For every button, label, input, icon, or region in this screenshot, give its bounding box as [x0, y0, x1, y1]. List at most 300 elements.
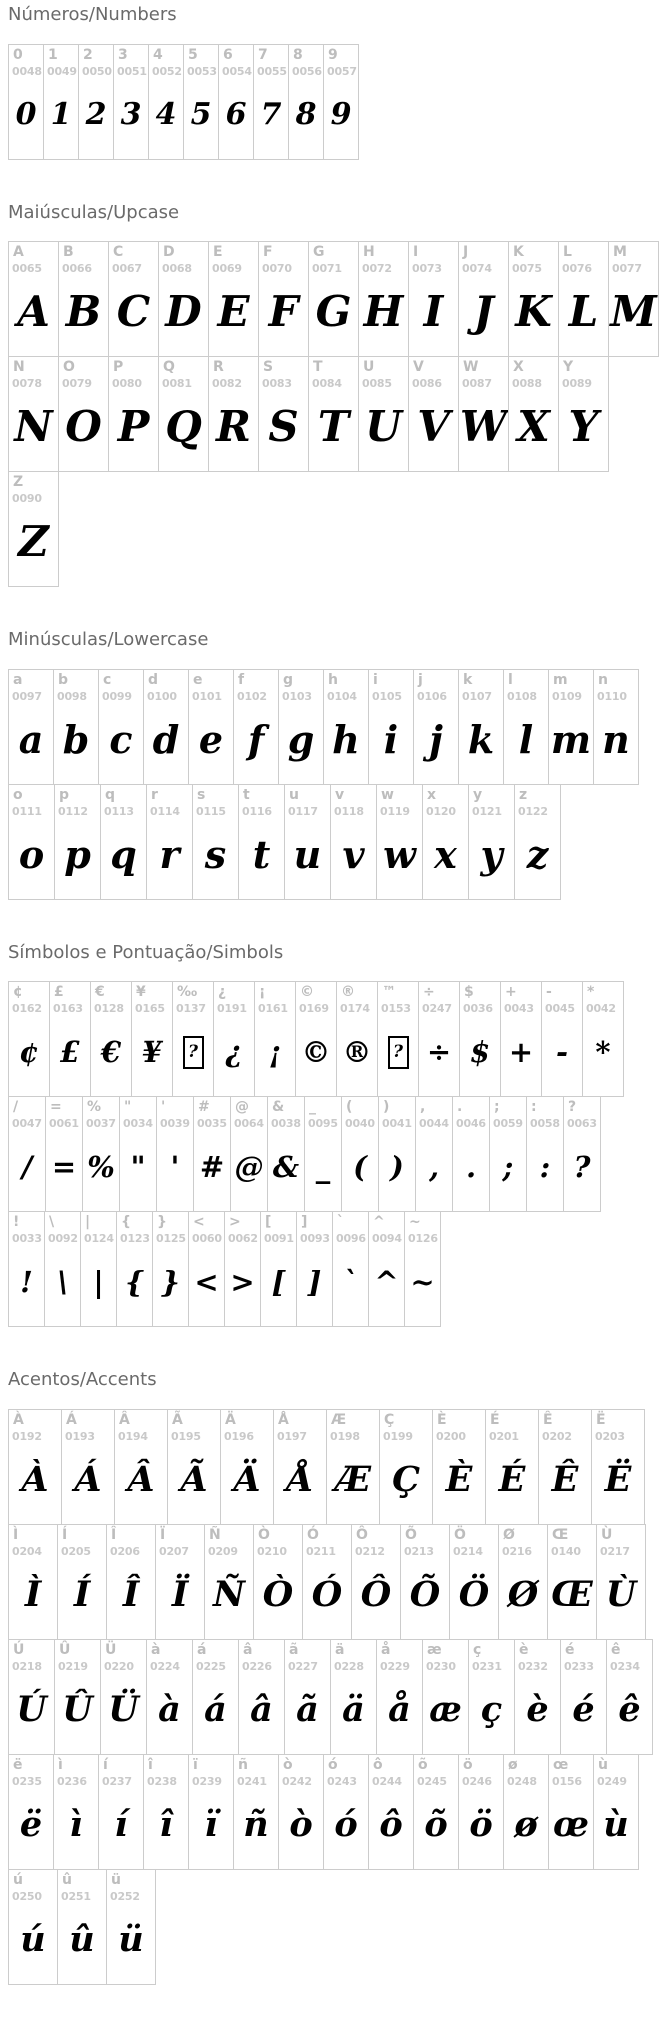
cell-glyph: ê [618, 1689, 641, 1731]
cell-glyph: | [93, 1264, 104, 1299]
cell-glyph: i [383, 716, 399, 762]
cell-unicode-label: 0195 [171, 1429, 201, 1443]
cell-unicode-label: 0156 [552, 1774, 582, 1788]
cell-unicode-label: 0104 [327, 689, 357, 703]
cell-glyph: G [315, 287, 352, 337]
cell-glyph: À [21, 1459, 49, 1501]
cell-unicode-label: 0250 [12, 1889, 42, 1903]
cell-character-label: Å [278, 1411, 289, 1428]
cell-glyph: _ [315, 1149, 331, 1184]
cell-glyph: ï [204, 1804, 218, 1846]
glyph-cell [503, 669, 549, 785]
glyph-cell [358, 241, 409, 357]
cell-glyph: ® [342, 1034, 372, 1069]
cell-unicode-label: 0244 [372, 1774, 402, 1788]
glyph-cell [233, 669, 279, 785]
cell-character-label: y [473, 786, 483, 803]
glyph-cell [378, 1096, 416, 1212]
glyph-cell [485, 1409, 539, 1525]
cell-unicode-label: 0198 [330, 1429, 360, 1443]
cell-glyph: Ö [458, 1574, 490, 1616]
cell-unicode-label: 0049 [47, 64, 77, 78]
glyph-cell [113, 44, 149, 160]
cell-unicode-label: 0066 [62, 262, 92, 276]
glyph-cell [172, 981, 214, 1097]
glyph-cell [80, 1211, 117, 1327]
cell-character-label: . [457, 1099, 463, 1116]
cell-unicode-label: 0048 [12, 64, 42, 78]
glyph-cell [593, 1754, 639, 1870]
cell-unicode-label: 0079 [62, 377, 92, 391]
cell-glyph: Ä [233, 1459, 261, 1501]
cell-unicode-label: 0084 [312, 377, 342, 391]
cell-glyph: à [158, 1689, 181, 1731]
cell-glyph: l [518, 716, 534, 762]
cell-glyph: 0 [15, 96, 37, 132]
cell-unicode-label: 0037 [86, 1117, 116, 1131]
cell-glyph: z [526, 831, 549, 877]
cell-character-label: â [243, 1641, 253, 1658]
glyph-cell [413, 1754, 459, 1870]
cell-glyph: K [515, 287, 552, 337]
cell-glyph: 1 [50, 96, 72, 132]
cell-character-label: i [373, 671, 378, 688]
cell-glyph: Ô [360, 1574, 392, 1616]
cell-glyph: ä [342, 1689, 365, 1731]
cell-character-label: r [151, 786, 158, 803]
cell-character-label: - [546, 984, 552, 1001]
cell-glyph: W [459, 402, 508, 452]
glyph-cell [156, 1096, 194, 1212]
glyph-cell [208, 241, 259, 357]
cell-unicode-label: 0137 [176, 1002, 206, 1016]
glyph-cell [608, 241, 659, 357]
cell-unicode-label: 0217 [600, 1544, 630, 1558]
cell-glyph: k [467, 716, 495, 762]
glyph-cell [376, 1639, 423, 1755]
cell-unicode-label: 0050 [82, 64, 112, 78]
cell-character-label: G [313, 244, 325, 261]
cell-unicode-label: 0069 [212, 262, 242, 276]
cell-unicode-label: 0193 [65, 1429, 95, 1443]
cell-unicode-label: 0085 [362, 377, 392, 391]
cell-unicode-label: 0057 [327, 64, 357, 78]
cell-glyph: Z [18, 517, 49, 567]
cell-character-label: ã [289, 1641, 299, 1658]
cell-unicode-label: 0105 [372, 689, 402, 703]
glyph-cell [489, 1096, 527, 1212]
glyph-cell [54, 784, 101, 900]
cell-character-label: Ç [384, 1411, 395, 1428]
cell-unicode-label: 0082 [212, 377, 242, 391]
cell-character-label: n [598, 671, 608, 688]
cell-unicode-label: 0213 [404, 1544, 434, 1558]
cell-unicode-label: 0237 [102, 1774, 132, 1788]
glyph-cell [408, 241, 459, 357]
glyph-cell [233, 1754, 279, 1870]
glyph-cell [422, 784, 469, 900]
cell-character-label: å [381, 1641, 391, 1658]
cell-character-label: Â [119, 1411, 130, 1428]
glyph-cell [468, 784, 515, 900]
cell-unicode-label: 0096 [336, 1232, 366, 1246]
cell-unicode-label: 0103 [282, 689, 312, 703]
cell-character-label: ê [611, 1641, 621, 1658]
glyph-cell [308, 356, 359, 472]
cell-glyph: q [110, 831, 137, 877]
cell-character-label: ) [383, 1099, 390, 1116]
cell-glyph: E [217, 287, 250, 337]
glyph-cell [468, 1639, 515, 1755]
cell-character-label: 4 [153, 46, 163, 63]
cell-glyph: ' [170, 1149, 180, 1184]
glyph-cell [220, 1409, 274, 1525]
glyph-cell [415, 1096, 453, 1212]
section-title: Números/Numbers [8, 4, 177, 25]
glyph-cell [330, 784, 377, 900]
glyph-row [8, 1211, 661, 1327]
cell-unicode-label: 0102 [237, 689, 267, 703]
cell-unicode-label: 0233 [564, 1659, 594, 1673]
cell-glyph: % [87, 1149, 115, 1184]
cell-character-label: ñ [238, 1756, 248, 1773]
cell-character-label: Í [62, 1526, 68, 1543]
cell-glyph: Ü [108, 1689, 139, 1731]
cell-character-label: / [13, 1099, 19, 1116]
cell-unicode-label: 0051 [117, 64, 147, 78]
cell-character-label: [ [265, 1214, 272, 1231]
cell-glyph: ` [343, 1264, 358, 1299]
cell-glyph: H [363, 287, 404, 337]
cell-unicode-label: 0227 [288, 1659, 318, 1673]
glyph-cell [114, 1409, 168, 1525]
cell-character-label: Á [66, 1411, 77, 1428]
cell-unicode-label: 0047 [12, 1117, 42, 1131]
cell-glyph: ã [296, 1689, 319, 1731]
cell-unicode-label: 0245 [417, 1774, 447, 1788]
cell-unicode-label: 0242 [282, 1774, 312, 1788]
glyph-cell [192, 1639, 239, 1755]
cell-glyph: [ [271, 1264, 286, 1299]
glyph-cell [78, 44, 114, 160]
glyph-cell [188, 1754, 234, 1870]
cell-unicode-label: 0058 [530, 1117, 560, 1131]
glyph-row [8, 1409, 661, 1525]
glyph-cell [326, 1409, 380, 1525]
glyph-cell [230, 1096, 268, 1212]
glyph-cell [514, 784, 561, 900]
cell-glyph: ÷ [426, 1034, 452, 1069]
cell-unicode-label: 0052 [152, 64, 182, 78]
cell-character-label: P [113, 359, 124, 376]
glyph-cell [449, 1524, 499, 1640]
glyph-cell [458, 669, 504, 785]
cell-character-label: É [490, 1411, 500, 1428]
cell-character-label: Ö [454, 1526, 466, 1543]
cell-unicode-label: 0212 [355, 1544, 385, 1558]
cell-unicode-label: 0101 [192, 689, 222, 703]
cell-glyph: e [198, 716, 224, 762]
cell-glyph: ( [353, 1149, 367, 1184]
glyph-cell [288, 44, 324, 160]
glyph-cell [131, 981, 173, 1097]
glyph-cell [158, 356, 209, 472]
cell-character-label: £ [54, 984, 64, 1001]
glyph-cell [54, 1639, 101, 1755]
cell-character-label: J [463, 244, 469, 261]
cell-unicode-label: 0100 [147, 689, 177, 703]
cell-glyph: < [194, 1264, 219, 1299]
cell-character-label: F [263, 244, 273, 261]
glyph-cell [57, 1869, 107, 1985]
cell-character-label: í [103, 1756, 108, 1773]
cell-glyph: ì [69, 1804, 83, 1846]
cell-unicode-label: 0210 [257, 1544, 287, 1558]
cell-glyph: Œ [551, 1574, 593, 1616]
cell-glyph [173, 1014, 213, 1090]
cell-unicode-label: 0218 [12, 1659, 42, 1673]
cell-character-label: € [95, 984, 105, 1001]
cell-glyph: 6 [225, 96, 247, 132]
cell-character-label: T [313, 359, 323, 376]
cell-unicode-label: 0153 [381, 1002, 411, 1016]
cell-character-label: ü [111, 1871, 121, 1888]
cell-glyph: í [114, 1804, 128, 1846]
cell-unicode-label: 0249 [597, 1774, 627, 1788]
cell-unicode-label: 0239 [192, 1774, 222, 1788]
cell-character-label: C [113, 244, 124, 261]
cell-glyph: + [508, 1034, 534, 1069]
glyph-cell [119, 1096, 157, 1212]
glyph-cell [541, 981, 583, 1097]
glyph-row [8, 784, 661, 900]
cell-glyph: @ [234, 1149, 264, 1184]
cell-unicode-label: 0123 [120, 1232, 150, 1246]
cell-character-label: | [85, 1214, 91, 1231]
cell-character-label: # [198, 1099, 210, 1116]
cell-character-label: ! [13, 1214, 20, 1231]
glyph-cell [100, 1639, 147, 1755]
cell-character-label: Ã [172, 1411, 183, 1428]
cell-unicode-label: 0121 [472, 804, 502, 818]
cell-character-label: È [437, 1411, 447, 1428]
cell-glyph: û [69, 1919, 95, 1961]
glyph-cell [43, 44, 79, 160]
glyph-cell [260, 1211, 297, 1327]
cell-unicode-label: 0169 [299, 1002, 329, 1016]
section-title: Acentos/Accents [8, 1369, 157, 1391]
cell-unicode-label: 0033 [12, 1232, 42, 1246]
glyph-cell [377, 981, 419, 1097]
cell-character-label: d [148, 671, 159, 688]
cell-unicode-label: 0194 [118, 1429, 148, 1443]
cell-glyph: ü [118, 1919, 144, 1961]
glyph-cell [238, 1639, 285, 1755]
glyph-cell [452, 1096, 490, 1212]
cell-glyph: v [342, 831, 365, 877]
cell-glyph: h [332, 716, 360, 762]
glyph-cell [152, 1211, 189, 1327]
glyph-cell [368, 1754, 414, 1870]
cell-character-label: % [87, 1099, 102, 1116]
cell-unicode-label: 0235 [12, 1774, 42, 1788]
cell-unicode-label: 0162 [12, 1002, 42, 1016]
cell-character-label: ' [161, 1099, 166, 1116]
glyph-cell [253, 44, 289, 160]
cell-glyph: É [498, 1459, 526, 1501]
cell-glyph: Ø [507, 1574, 539, 1616]
cell-unicode-label: 0248 [507, 1774, 537, 1788]
glyph-cell [253, 1524, 303, 1640]
glyph-cell [432, 1409, 486, 1525]
glyph-cell [188, 669, 234, 785]
cell-unicode-label: 0089 [562, 377, 592, 391]
cell-character-label: Õ [405, 1526, 417, 1543]
cell-unicode-label: 0081 [162, 377, 192, 391]
cell-glyph: ¡ [268, 1034, 282, 1069]
glyph-row [8, 44, 661, 160]
glyph-row [8, 1869, 661, 1985]
cell-glyph: Â [127, 1459, 155, 1501]
glyph-section [8, 1369, 661, 1985]
cell-unicode-label: 0087 [462, 377, 492, 391]
cell-character-label: s [197, 786, 206, 803]
cell-character-label: ? [568, 1099, 577, 1116]
cell-character-label: R [213, 359, 224, 376]
cell-unicode-label: 0196 [224, 1429, 254, 1443]
cell-glyph: j [429, 716, 443, 762]
cell-character-label: Ó [307, 1526, 319, 1543]
cell-character-label: O [63, 359, 75, 376]
glyph-cell [57, 1524, 107, 1640]
glyph-cell [368, 1211, 405, 1327]
glyph-table [8, 1409, 661, 1985]
cell-glyph: â [250, 1689, 273, 1731]
glyph-cell [526, 1096, 564, 1212]
cell-unicode-label: 0070 [262, 262, 292, 276]
cell-character-label: b [58, 671, 69, 688]
glyph-cell [278, 669, 324, 785]
cell-unicode-label: 0035 [197, 1117, 227, 1131]
cell-glyph: 4 [155, 96, 177, 132]
glyph-cell [323, 669, 369, 785]
cell-character-label: " [124, 1099, 132, 1116]
cell-unicode-label: 0192 [12, 1429, 42, 1443]
cell-unicode-label: 0163 [53, 1002, 83, 1016]
cell-character-label: V [413, 359, 424, 376]
cell-glyph: P [117, 402, 150, 452]
glyph-cell [330, 1639, 377, 1755]
cell-unicode-label: 0063 [567, 1117, 597, 1131]
cell-glyph: é [572, 1689, 595, 1731]
cell-character-label: Ë [596, 1411, 606, 1428]
cell-character-label: l [508, 671, 513, 688]
glyph-cell [563, 1096, 601, 1212]
cell-character-label: 6 [223, 46, 233, 63]
cell-character-label: À [13, 1411, 24, 1428]
glyph-section [8, 202, 661, 588]
cell-glyph [378, 1014, 418, 1090]
cell-glyph: ; [502, 1149, 514, 1184]
cell-glyph: , [428, 1149, 440, 1184]
glyph-row [8, 1639, 661, 1755]
cell-character-label: M [613, 244, 627, 261]
glyph-cell [508, 356, 559, 472]
cell-character-label: > [229, 1214, 241, 1231]
cell-character-label: K [513, 244, 524, 261]
glyph-cell [422, 1639, 469, 1755]
glyph-row [8, 1524, 661, 1640]
glyph-cell [458, 241, 509, 357]
cell-character-label: x [427, 786, 437, 803]
glyph-cell [596, 1524, 646, 1640]
glyph-cell [90, 981, 132, 1097]
glyph-cell [8, 1754, 54, 1870]
cell-unicode-label: 0140 [551, 1544, 581, 1558]
cell-character-label: 8 [293, 46, 303, 63]
glyph-cell [582, 981, 624, 1097]
cell-glyph: b [62, 716, 90, 762]
cell-unicode-label: 0112 [58, 804, 88, 818]
cell-glyph: p [64, 831, 91, 877]
cell-unicode-label: 0108 [507, 689, 537, 703]
cell-unicode-label: 0107 [462, 689, 492, 703]
cell-glyph: 7 [260, 96, 282, 132]
cell-glyph: x [434, 831, 457, 877]
glyph-cell [548, 669, 594, 785]
cell-unicode-label: 0207 [159, 1544, 189, 1558]
cell-character-label: < [193, 1214, 205, 1231]
cell-unicode-label: 0086 [412, 377, 442, 391]
cell-glyph: Á [74, 1459, 102, 1501]
cell-character-label: Y [563, 359, 574, 376]
cell-character-label: ò [283, 1756, 293, 1773]
cell-character-label: ® [341, 984, 355, 1001]
glyph-row [8, 241, 661, 357]
glyph-cell [547, 1524, 597, 1640]
cell-character-label: t [243, 786, 250, 803]
cell-glyph: > [230, 1264, 255, 1299]
cell-character-label: I [413, 244, 419, 261]
cell-unicode-label: 0068 [162, 262, 192, 276]
glyph-cell [155, 1524, 205, 1640]
cell-glyph: Y [568, 402, 599, 452]
cell-glyph: g [287, 716, 315, 762]
cell-character-label: ^ [373, 1214, 385, 1231]
glyph-cell [8, 1211, 45, 1327]
cell-unicode-label: 0034 [123, 1117, 153, 1131]
cell-glyph: V [417, 402, 450, 452]
cell-character-label: = [50, 1099, 62, 1116]
cell-unicode-label: 0054 [222, 64, 252, 78]
cell-unicode-label: 0073 [412, 262, 442, 276]
cell-unicode-label: 0115 [196, 804, 226, 818]
cell-glyph: È [445, 1459, 473, 1501]
cell-glyph: { [125, 1264, 144, 1299]
section-title: Minúsculas/Lowercase [8, 629, 209, 651]
glyph-cell [143, 1754, 189, 1870]
cell-glyph: & [272, 1149, 300, 1184]
cell-character-label: é [565, 1641, 575, 1658]
cell-unicode-label: 0045 [545, 1002, 575, 1016]
glyph-table [8, 44, 661, 160]
cell-character-label: Ï [160, 1526, 166, 1543]
cell-glyph: a [18, 716, 44, 762]
cell-unicode-label: 0043 [504, 1002, 534, 1016]
cell-unicode-label: 0128 [94, 1002, 124, 1016]
glyph-cell [143, 669, 189, 785]
cell-character-label: à [151, 1641, 161, 1658]
